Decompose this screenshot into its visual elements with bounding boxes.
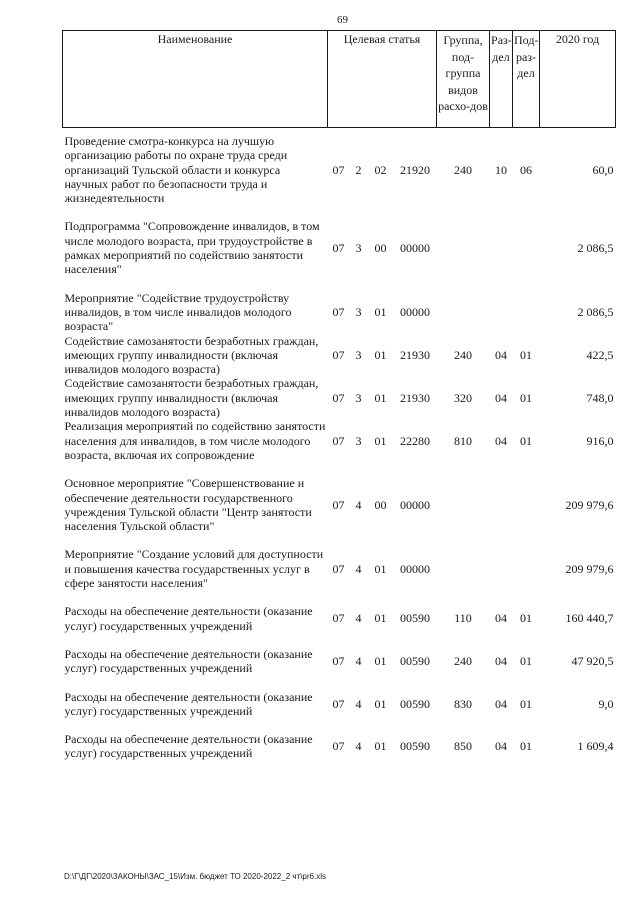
row-name: Мероприятие "Содействие трудоустройству инвалидов, в том числе инвалидов молодого возраста" (64, 290, 292, 334)
row-spacer (63, 205, 616, 219)
page-number: 69 (337, 14, 348, 26)
row-code-event: 00 (374, 497, 387, 512)
row-name: Подпрограмма "Сопровождение инвалидов, в том числе молодого возраста, при трудоустройстве в рамках мероприятий по содействию занятости населения" (64, 219, 320, 277)
row-name: Расходы на обеспечение деятельности (оказание услуг) государственных учреждений (64, 646, 313, 676)
row-code-program: 07 (332, 611, 345, 626)
row-amount: 47 920,5 (571, 654, 614, 669)
row-spacer-cell (63, 718, 616, 732)
row-code-program: 07 (332, 561, 345, 576)
row-code-subprogram: 4 (355, 611, 362, 626)
header-group: Группа, под-группа видов расхо-дов (437, 31, 490, 128)
row-subsection: 01 (520, 390, 533, 405)
row-code-program: 07 (332, 654, 345, 669)
table-row (63, 134, 616, 205)
row-spacer-cell (63, 533, 616, 547)
table-row (63, 547, 616, 590)
row-group: 810 (454, 433, 473, 448)
row-group (437, 219, 490, 276)
row-amount: 422,5 (586, 347, 614, 362)
row-subsection (513, 291, 540, 334)
row-subsection (513, 476, 540, 533)
row-code-event: 01 (374, 304, 387, 319)
row-code-direction: 00590 (400, 654, 430, 669)
row-subsection: 01 (520, 654, 533, 669)
row-amount: 2 086,5 (577, 240, 614, 255)
row-code-program: 07 (332, 304, 345, 319)
row-code-program: 07 (332, 390, 345, 405)
row-code-direction: 22280 (400, 433, 430, 448)
header-target: Целевая статья (328, 31, 437, 128)
row-amount: 209 979,6 (565, 561, 614, 576)
row-spacer (63, 718, 616, 732)
row-section: 10 (495, 162, 508, 177)
row-code-direction: 00000 (400, 497, 430, 512)
table-row (63, 419, 616, 462)
row-amount: 9,0 (598, 696, 614, 711)
header-subsection: Под-раз-дел (513, 31, 540, 128)
row-spacer-cell (63, 633, 616, 647)
row-name: Содействие самозанятости безработных граждан, имеющих группу инвалидности (включая инвалидов молодого возраста) (64, 376, 319, 420)
row-code-subprogram: 3 (355, 240, 362, 255)
header-section: Раз-дел (490, 31, 513, 128)
row-spacer-cell (63, 676, 616, 690)
row-code-direction: 21930 (400, 347, 430, 362)
row-code-direction: 21930 (400, 390, 430, 405)
row-amount: 160 440,7 (565, 611, 614, 626)
file-path-footer: D:\Г\ДГ\2020\ЗАКОНЫ\ЗАС_15\Изм. бюджет ТО 2020-2022_2 чт\pr6.xls (64, 872, 326, 881)
row-group: 320 (454, 390, 473, 405)
row-code-event: 01 (374, 611, 387, 626)
table-header-row (63, 31, 616, 128)
row-section (490, 476, 513, 533)
row-section (490, 547, 513, 590)
row-code-subprogram: 4 (355, 739, 362, 754)
row-code-program: 07 (332, 347, 345, 362)
row-section (490, 219, 513, 276)
row-section: 04 (495, 654, 508, 669)
row-section: 04 (495, 611, 508, 626)
row-name: Мероприятие "Создание условий для доступности и повышения качества государственных услуг в сфере занятости населения" (64, 547, 324, 591)
row-subsection: 01 (520, 739, 533, 754)
row-code-program: 07 (332, 497, 345, 512)
row-code-program: 07 (332, 240, 345, 255)
row-amount: 60,0 (592, 162, 614, 177)
row-code-subprogram: 3 (355, 347, 362, 362)
row-spacer (63, 633, 616, 647)
row-subsection (513, 547, 540, 590)
table-row (63, 291, 616, 334)
row-subsection (513, 219, 540, 276)
table-row (63, 690, 616, 719)
table-row (63, 219, 616, 276)
row-group (437, 476, 490, 533)
row-spacer (63, 277, 616, 291)
row-code-direction: 21920 (400, 162, 430, 177)
row-section: 04 (495, 433, 508, 448)
row-name: Расходы на обеспечение деятельности (оказание услуг) государственных учреждений (64, 689, 313, 718)
row-spacer-cell (63, 462, 616, 476)
row-code-subprogram: 3 (355, 390, 362, 405)
row-subsection: 06 (520, 162, 533, 177)
row-subsection: 01 (520, 433, 533, 448)
row-code-direction: 00590 (400, 739, 430, 754)
row-code-event: 01 (374, 561, 387, 576)
row-code-event: 01 (374, 433, 387, 448)
row-code-subprogram: 3 (355, 304, 362, 319)
row-group: 240 (454, 347, 473, 362)
table-row (63, 376, 616, 419)
row-code-program: 07 (332, 696, 345, 711)
row-code-direction: 00000 (400, 561, 430, 576)
row-group: 240 (454, 162, 473, 177)
row-code-event: 01 (374, 739, 387, 754)
row-spacer-cell (63, 277, 616, 291)
row-code-event: 00 (374, 240, 387, 255)
row-spacer (63, 676, 616, 690)
row-section: 04 (495, 347, 508, 362)
row-group: 110 (454, 611, 472, 626)
table-row (63, 334, 616, 377)
row-amount: 1 609,4 (577, 739, 614, 754)
row-code-event: 01 (374, 696, 387, 711)
row-spacer-cell (63, 205, 616, 219)
table-row (63, 732, 616, 761)
row-code-event: 01 (374, 390, 387, 405)
row-amount: 916,0 (586, 433, 614, 448)
row-spacer (63, 533, 616, 547)
row-subsection: 01 (520, 347, 533, 362)
table-row (63, 647, 616, 676)
row-code-event: 01 (374, 654, 387, 669)
row-code-subprogram: 2 (355, 162, 362, 177)
row-spacer-cell (63, 590, 616, 604)
row-name: Основное мероприятие "Совершенствование и обеспечение деятельности государственного учреждения Тульской области "Центр занятости населения Тульской области" (64, 476, 312, 534)
table-row (63, 604, 616, 633)
row-name: Реализация мероприятий по содействию занятости населения для инвалидов, в том числе молодого возраста, включая их сопровождение (64, 419, 326, 462)
row-code-event: 01 (374, 347, 387, 362)
table-row (63, 476, 616, 533)
row-code-program: 07 (332, 433, 345, 448)
row-amount: 209 979,6 (565, 497, 614, 512)
row-code-event: 02 (374, 162, 387, 177)
row-code-direction: 00590 (400, 611, 430, 626)
row-amount: 2 086,5 (577, 304, 614, 319)
row-code-subprogram: 4 (355, 561, 362, 576)
row-group: 240 (454, 654, 473, 669)
row-code-program: 07 (332, 739, 345, 754)
row-code-subprogram: 4 (355, 497, 362, 512)
row-code-direction: 00590 (400, 696, 430, 711)
row-code-subprogram: 4 (355, 696, 362, 711)
row-code-program: 07 (332, 162, 345, 177)
header-year: 2020 год (540, 31, 616, 128)
row-code-direction: 00000 (400, 304, 430, 319)
row-code-subprogram: 4 (355, 654, 362, 669)
row-group: 830 (454, 696, 473, 711)
row-section: 04 (495, 390, 508, 405)
row-section (490, 291, 513, 334)
row-section: 04 (495, 739, 508, 754)
row-code-subprogram: 3 (355, 433, 362, 448)
row-amount: 748,0 (586, 390, 614, 405)
row-spacer (63, 590, 616, 604)
row-group (437, 291, 490, 334)
row-code-direction: 00000 (400, 240, 430, 255)
header-name: Наименование (63, 31, 328, 128)
row-section: 04 (495, 696, 508, 711)
row-spacer (63, 462, 616, 476)
budget-table (62, 30, 616, 761)
row-name: Расходы на обеспечение деятельности (оказание услуг) государственных учреждений (64, 732, 313, 761)
row-name: Содействие самозанятости безработных граждан, имеющих группу инвалидности (включая инвалидов молодого возраста) (64, 333, 319, 377)
row-group: 850 (454, 739, 473, 754)
row-subsection: 01 (520, 611, 533, 626)
row-name: Проведение смотра-конкурса на лучшую организацию работы по охране труда среди организаций Тульской области и конкурса научных работ по безопасности труда и жизнедеятельности (64, 134, 288, 206)
row-group (437, 547, 490, 590)
row-subsection: 01 (520, 696, 533, 711)
row-name: Расходы на обеспечение деятельности (оказание услуг) государственных учреждений (64, 604, 313, 633)
